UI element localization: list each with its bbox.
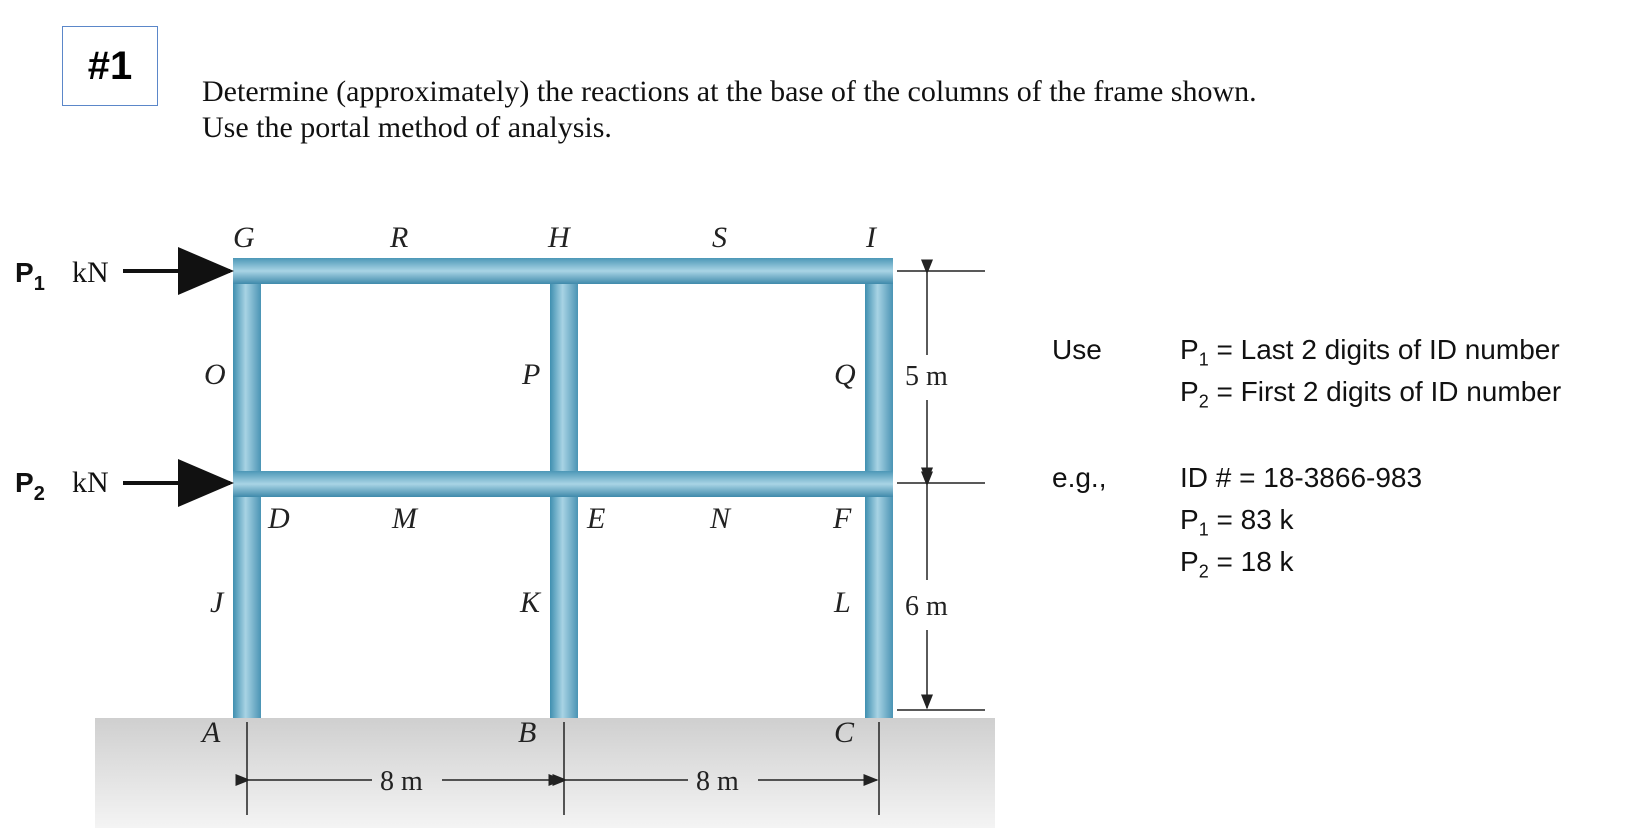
node-label-k: K (520, 586, 541, 619)
node-label-r: R (390, 221, 409, 254)
node-label-c: C (834, 716, 855, 749)
node-label-b: B (518, 716, 537, 749)
node-label-l: L (834, 586, 851, 619)
load-p1 (15, 256, 230, 295)
example-label: e.g., (1052, 462, 1107, 493)
dimension-upper-story: 5 m (905, 361, 948, 392)
svg-text:P2: $P_2$ (15, 467, 45, 505)
statement-line-1: Determine (approximately) the reactions at the base of the columns of the frame shown. (202, 75, 1257, 108)
p1-example: $P_1 = 83$ k (1180, 504, 1294, 540)
p2-definition: $P_2$ = First 2 digits of ID number (1180, 376, 1562, 412)
node-label-j: J (210, 586, 224, 619)
use-label: Use (1052, 334, 1102, 365)
dimension-vertical (897, 271, 985, 710)
node-label-i: I (866, 221, 876, 254)
p1-definition: $P_1$ = Last 2 digits of ID number (1180, 334, 1560, 370)
ground (95, 718, 995, 828)
load-p2 (15, 466, 230, 505)
p2-example: $P_2 = 18$ k (1180, 546, 1294, 582)
load-p1-unit: kN (72, 256, 109, 289)
node-label-m: M (392, 502, 417, 535)
beam-floor (233, 471, 893, 497)
problem-number: #1 (87, 43, 133, 88)
beam-roof (233, 258, 893, 284)
node-label-o: O (204, 358, 226, 391)
node-label-f: F (833, 502, 852, 535)
dimension-lower-story: 6 m (905, 591, 948, 622)
statement-line-2: Use the portal method of analysis. (202, 111, 612, 144)
node-label-e: E (587, 502, 606, 535)
dimension-bay-left: 8 m (380, 766, 423, 797)
id-example: ID # = 18-3866-983 (1180, 462, 1423, 493)
node-label-p: P (522, 358, 541, 391)
node-label-a: A (202, 716, 221, 749)
svg-text:P1: $P_1$ (15, 257, 45, 295)
node-label-d: D (268, 502, 290, 535)
node-label-g: G (233, 221, 255, 254)
node-label-s: S (712, 221, 727, 254)
dimension-bay-right: 8 m (696, 766, 739, 797)
load-p2-unit: kN (72, 466, 109, 499)
node-label-h: H (548, 221, 570, 254)
node-label-q: Q (834, 358, 856, 391)
node-label-n: N (710, 502, 731, 535)
